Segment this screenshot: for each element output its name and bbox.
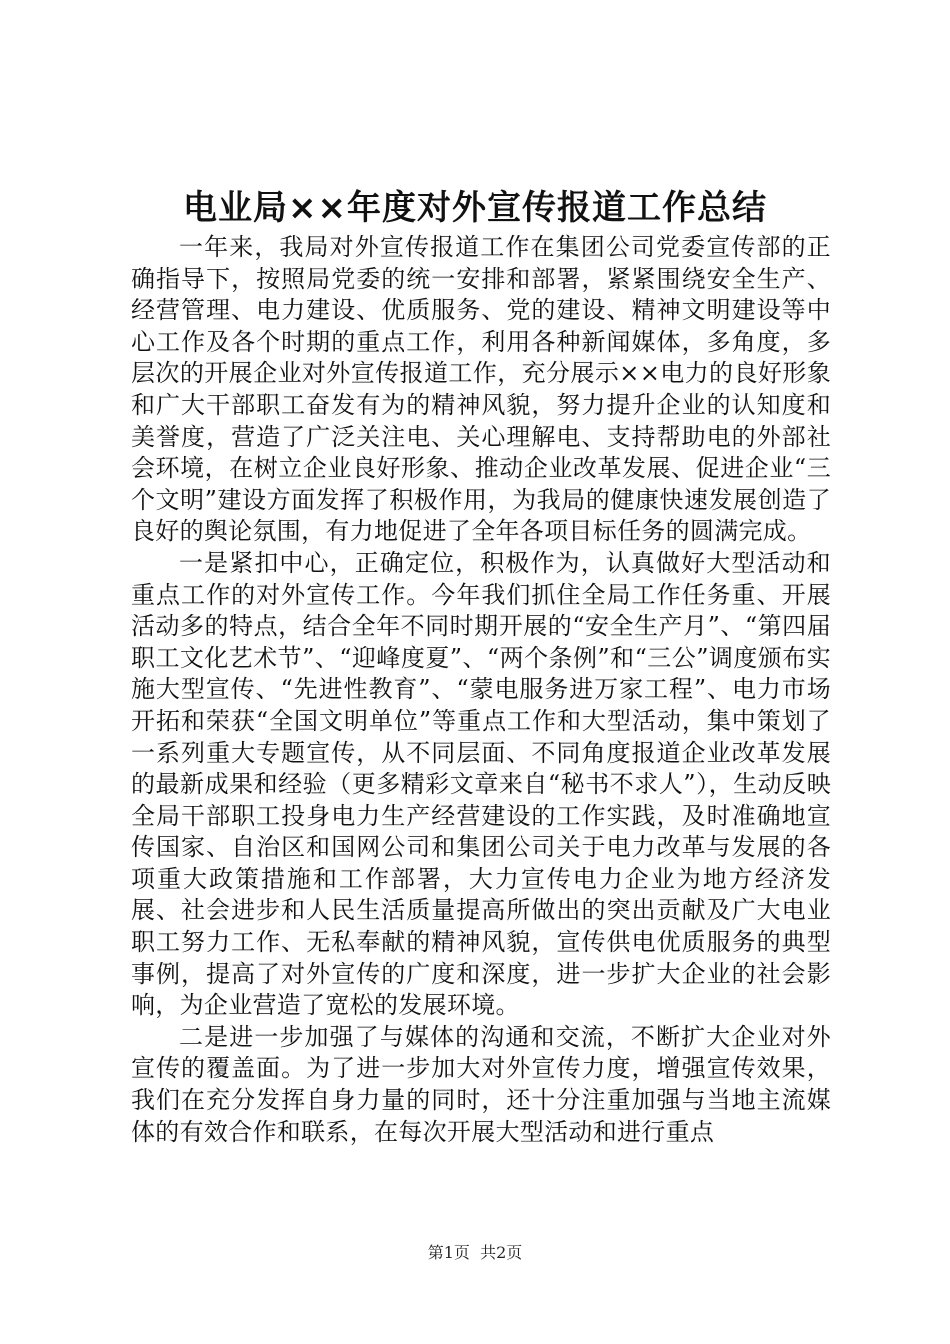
page-total: 共2页: [480, 1243, 523, 1262]
paragraph-point-two: 二是进一步加强了与媒体的沟通和交流，不断扩大企业对外宣传的覆盖面。为了进一步加大对外宣传力度，增强宣传效果，我们在充分发挥自身力量的同时，还十分注重加强与当地主流媒体的有效合作和联系，在每次开展大型活动和进行重点: [131, 1022, 831, 1146]
paragraph-point-one: 一是紧扣中心，正确定位，积极作为，认真做好大型活动和重点工作的对外宣传工作。今年我们抓住全局工作任务重、开展活动多的特点，结合全年不同时期开展的“安全生产月”、“第四届职工文化艺术节”、“迎峰度夏”、“两个条例”和“三公”调度颁布实施大型宣传、“先进性教育”、“蒙电服务进万家工程”、电力市场开拓和荣获“全国文明单位”等重点工作和大型活动，集中策划了一系列重大专题宣传，从不同层面、不同角度报道企业改革发展的最新成果和经验（更多精彩文章来自“秘书不求人”），生动反映全局干部职工投身电力生产经营建设的工作实践，及时准确地宣传国家、自治区和国网公司和集团公司关于电力改革与发展的各项重大政策措施和工作部署，大力宣传电力企业为地方经济发展、社会进步和人民生活质量提高所做出的突出贡献及广大电业职工努力工作、无私奉献的精神风貌，宣传供电优质服务的典型事例，提高了对外宣传的广度和深度，进一步扩大企业的社会影响，为企业营造了宽松的发展环境。: [131, 548, 831, 1020]
paragraph-intro: 一年来，我局对外宣传报道工作在集团公司党委宣传部的正确指导下，按照局党委的统一安排和部署，紧紧围绕安全生产、经营管理、电力建设、优质服务、党的建设、精神文明建设等中心工作及各个时期的重点工作，利用各种新闻媒体，多角度，多层次的开展企业对外宣传报道工作，充分展示××电力的良好形象和广大干部职工奋发有为的精神风貌，努力提升企业的认知度和美誉度，营造了广泛关注电、关心理解电、支持帮助电的外部社会环境，在树立企业良好形象、推动企业改革发展、促进企业“三个文明”建设方面发挥了积极作用，为我局的健康快速发展创造了良好的舆论氛围，有力地促进了全年各项目标任务的圆满完成。: [131, 233, 831, 546]
document-title: 电业局××年度对外宣传报道工作总结: [183, 188, 767, 228]
document-body: [131, 232, 831, 1148]
page-number: 第1页: [427, 1243, 470, 1262]
page-footer: [0, 1242, 950, 1264]
